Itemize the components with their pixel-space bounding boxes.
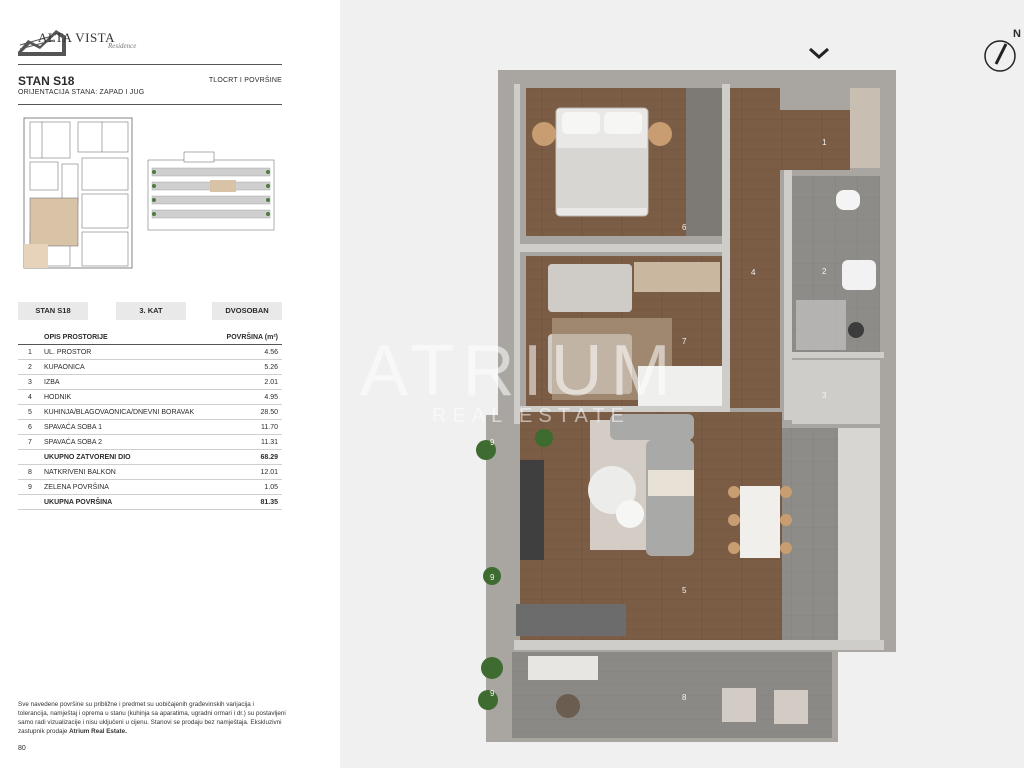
table-row: 9 ZELENA POVRŠINA 1.05 [18,480,282,495]
table-row: 6 SPAVAĆA SOBA 1 11.70 [18,420,282,435]
room-label: 7 [682,337,687,346]
watermark: ATRIUM [360,331,679,411]
room-label: 5 [682,586,687,595]
room-label: 6 [682,223,687,232]
col-header-room: OPIS PROSTORIJE [44,330,218,345]
tag-type: DVOSOBAN [212,302,282,320]
total-row: UKUPNA POVRŠINA 81.35 [18,495,282,510]
room-label: 9 [490,689,495,698]
subtotal-row: UKUPNO ZATVORENI DIO 68.29 [18,450,282,465]
north-label: N [1013,28,1021,40]
apartment-title: STAN S18 [18,74,75,88]
page-number: 80 [18,745,26,752]
chevron-down-icon [808,46,830,60]
room-label: 8 [682,693,687,702]
col-header-area: POVRŠINA (m²) [218,330,282,345]
orientation-text: ORIJENTACIJA STANA: ZAPAD I JUG [18,89,145,96]
room-label: 1 [822,138,827,147]
table-row: 2 KUPAONICA 5.26 [18,360,282,375]
room-label: 9 [490,573,495,582]
table-row: 5 KUHINJA/BLAGOVAONICA/DNEVNI BORAVAK 28.50 [18,405,282,420]
table-row: 7 SPAVAĆA SOBA 2 11.31 [18,435,282,450]
table-row: 8 NATKRIVENI BALKON 12.01 [18,465,282,480]
table-row: 4 HODNIK 4.95 [18,390,282,405]
agent-name: Atrium Real Estate. [69,728,127,735]
table-row: 3 IZBA 2.01 [18,375,282,390]
room-label: 9 [490,438,495,447]
room-label: 3 [822,391,827,400]
table-row: 1 UL. PROSTOR 4.56 [18,345,282,360]
logo-text: ALTA VISTA [38,30,115,45]
logo-subtitle: Residence [108,42,137,50]
room-label: 4 [751,268,756,277]
tag-floor: 3. KAT [116,302,186,320]
tag-apartment: STAN S18 [18,302,88,320]
section-label: TLOCRT I POVRŠINE [208,77,282,84]
disclaimer-note: Sve navedene površine su približne i predmet su uobičajenih građevinskih varijacija i tolerancija, namještaj i oprema u stanu (kuhinja sa aparatima, ugradni ormari i dr.) su postavljeni samo radi vizualizacije i nisu uključeni u cijenu. Stanovi se prodaju bez namještaja. Ekskluzivni zastupnik prodaje Atrium Real Estate. [18,701,286,735]
watermark-subtitle: REAL ESTATE [432,405,630,427]
compass [984,28,1021,83]
room-label: 2 [822,267,827,276]
